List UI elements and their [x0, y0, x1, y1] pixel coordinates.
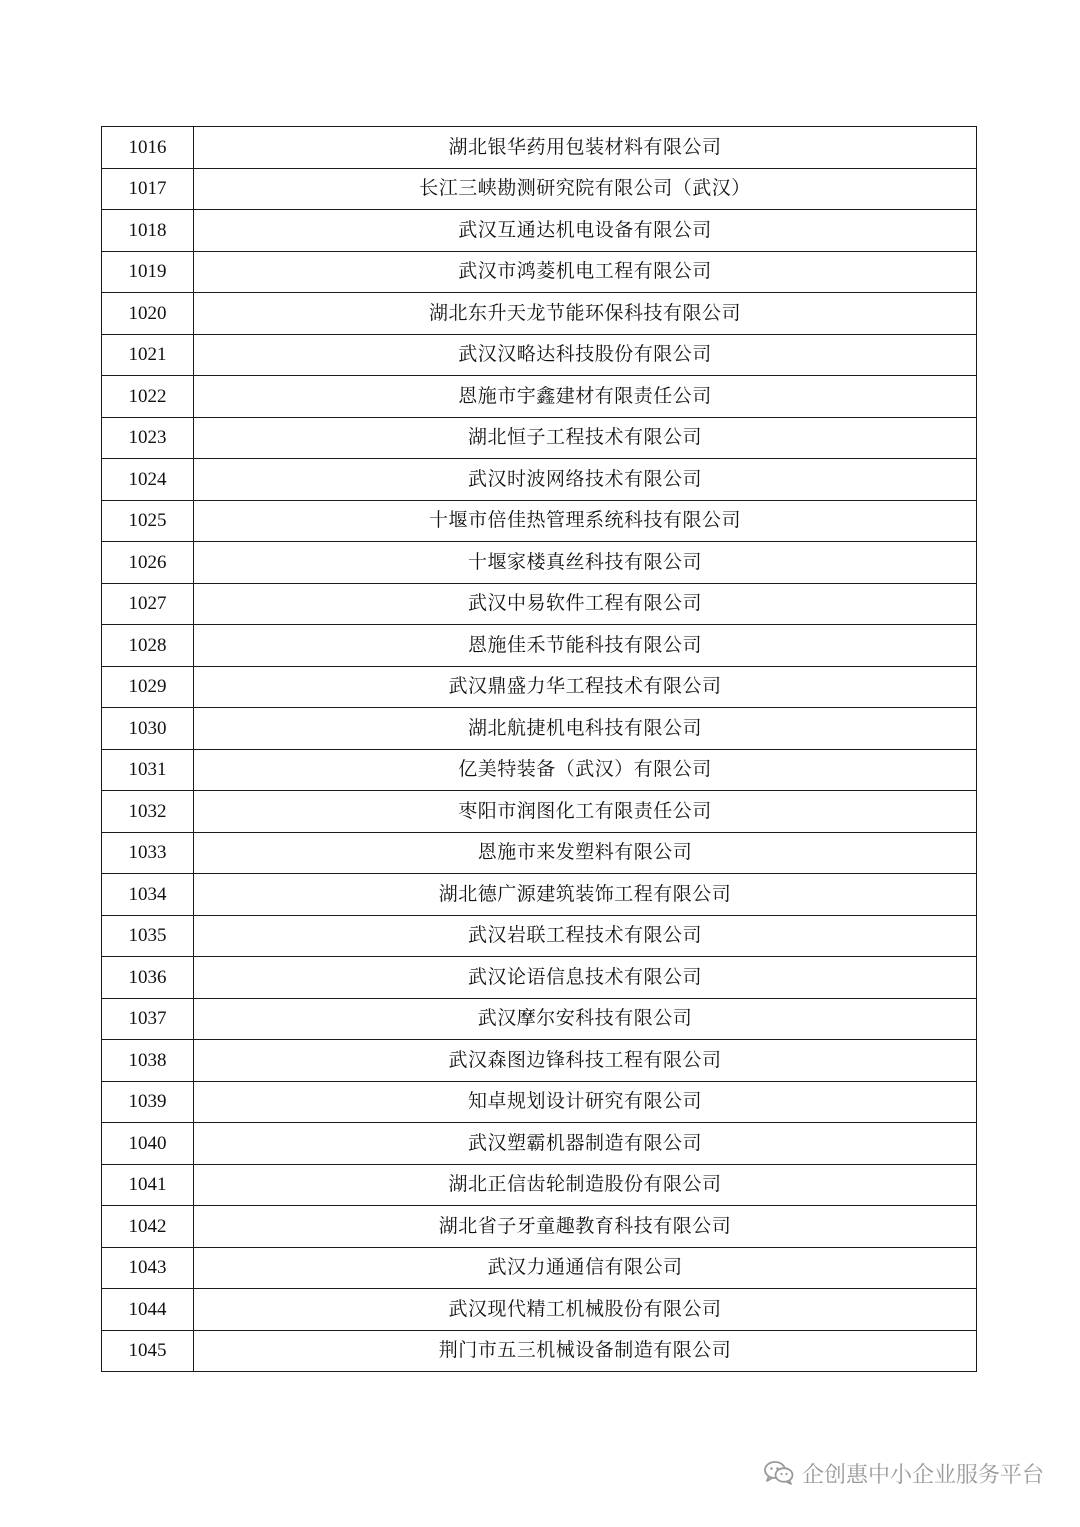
- row-number: 1033: [102, 832, 194, 874]
- company-name: 恩施佳禾节能科技有限公司: [194, 625, 977, 667]
- table-row: [102, 1206, 977, 1248]
- company-name: 武汉岩联工程技术有限公司: [194, 915, 977, 957]
- row-number: 1044: [102, 1289, 194, 1331]
- table-row: [102, 417, 977, 459]
- table-row: [102, 459, 977, 501]
- row-number: 1024: [102, 459, 194, 501]
- company-name: 武汉时波网络技术有限公司: [194, 459, 977, 501]
- table-row: [102, 1081, 977, 1123]
- table-row: [102, 334, 977, 376]
- table-row: [102, 791, 977, 833]
- table-row: [102, 749, 977, 791]
- row-number: 1030: [102, 708, 194, 750]
- row-number: 1045: [102, 1330, 194, 1372]
- company-name: 湖北恒子工程技术有限公司: [194, 417, 977, 459]
- row-number: 1017: [102, 168, 194, 210]
- company-name: 湖北正信齿轮制造股份有限公司: [194, 1164, 977, 1206]
- company-name: 湖北德广源建筑装饰工程有限公司: [194, 874, 977, 916]
- company-name: 湖北航捷机电科技有限公司: [194, 708, 977, 750]
- company-name: 知卓规划设计研究有限公司: [194, 1081, 977, 1123]
- company-name: 湖北东升天龙节能环保科技有限公司: [194, 293, 977, 335]
- row-number: 1040: [102, 1123, 194, 1165]
- company-name: 武汉论语信息技术有限公司: [194, 957, 977, 999]
- company-name: 十堰市倍佳热管理系统科技有限公司: [194, 500, 977, 542]
- row-number: 1041: [102, 1164, 194, 1206]
- company-name: 恩施市宇鑫建材有限责任公司: [194, 376, 977, 418]
- table-row: [102, 376, 977, 418]
- watermark-text: 企创惠中小企业服务平台: [801, 1462, 1044, 1488]
- company-name: 湖北省子牙童趣教育科技有限公司: [194, 1206, 977, 1248]
- row-number: 1032: [102, 791, 194, 833]
- table-row: [102, 127, 977, 169]
- row-number: 1031: [102, 749, 194, 791]
- row-number: 1023: [102, 417, 194, 459]
- table-row: [102, 832, 977, 874]
- company-name: 恩施市来发塑料有限公司: [194, 832, 977, 874]
- company-name: 武汉中易软件工程有限公司: [194, 583, 977, 625]
- table-row: [102, 625, 977, 667]
- company-name: 武汉力通通信有限公司: [194, 1247, 977, 1289]
- table-row: [102, 500, 977, 542]
- company-name: 枣阳市润图化工有限责任公司: [194, 791, 977, 833]
- company-table: [101, 126, 977, 1372]
- row-number: 1020: [102, 293, 194, 335]
- row-number: 1042: [102, 1206, 194, 1248]
- table-row: [102, 1289, 977, 1331]
- table-row: [102, 1164, 977, 1206]
- row-number: 1036: [102, 957, 194, 999]
- row-number: 1034: [102, 874, 194, 916]
- table-row: [102, 210, 977, 252]
- company-name: 武汉汉略达科技股份有限公司: [194, 334, 977, 376]
- document-page: [101, 126, 977, 1372]
- row-number: 1028: [102, 625, 194, 667]
- table-row: [102, 1330, 977, 1372]
- table-row: [102, 915, 977, 957]
- watermark: [764, 1458, 1044, 1488]
- company-name: 武汉森图边锋科技工程有限公司: [194, 1040, 977, 1082]
- table-row: [102, 666, 977, 708]
- row-number: 1027: [102, 583, 194, 625]
- table-row: [102, 1040, 977, 1082]
- table-row: [102, 874, 977, 916]
- row-number: 1019: [102, 251, 194, 293]
- company-name: 亿美特装备（武汉）有限公司: [194, 749, 977, 791]
- company-name: 武汉鼎盛力华工程技术有限公司: [194, 666, 977, 708]
- row-number: 1025: [102, 500, 194, 542]
- company-name: 十堰家楼真丝科技有限公司: [194, 542, 977, 584]
- row-number: 1022: [102, 376, 194, 418]
- row-number: 1016: [102, 127, 194, 169]
- company-name: 荆门市五三机械设备制造有限公司: [194, 1330, 977, 1372]
- table-row: [102, 1123, 977, 1165]
- table-row: [102, 998, 977, 1040]
- company-name: 武汉互通达机电设备有限公司: [194, 210, 977, 252]
- row-number: 1037: [102, 998, 194, 1040]
- table-row: [102, 293, 977, 335]
- table-row: [102, 957, 977, 999]
- table-row: [102, 1247, 977, 1289]
- company-name: 武汉塑霸机器制造有限公司: [194, 1123, 977, 1165]
- table-row: [102, 583, 977, 625]
- company-name: 湖北银华药用包装材料有限公司: [194, 127, 977, 169]
- row-number: 1043: [102, 1247, 194, 1289]
- company-table-body: [102, 127, 977, 1372]
- table-row: [102, 251, 977, 293]
- row-number: 1038: [102, 1040, 194, 1082]
- table-row: [102, 168, 977, 210]
- company-name: 武汉现代精工机械股份有限公司: [194, 1289, 977, 1331]
- company-name: 长江三峡勘测研究院有限公司（武汉）: [194, 168, 977, 210]
- row-number: 1026: [102, 542, 194, 584]
- row-number: 1035: [102, 915, 194, 957]
- row-number: 1029: [102, 666, 194, 708]
- table-row: [102, 542, 977, 584]
- table-row: [102, 708, 977, 750]
- wechat-icon: [764, 1460, 794, 1486]
- company-name: 武汉市鸿菱机电工程有限公司: [194, 251, 977, 293]
- row-number: 1039: [102, 1081, 194, 1123]
- row-number: 1018: [102, 210, 194, 252]
- company-name: 武汉摩尔安科技有限公司: [194, 998, 977, 1040]
- row-number: 1021: [102, 334, 194, 376]
